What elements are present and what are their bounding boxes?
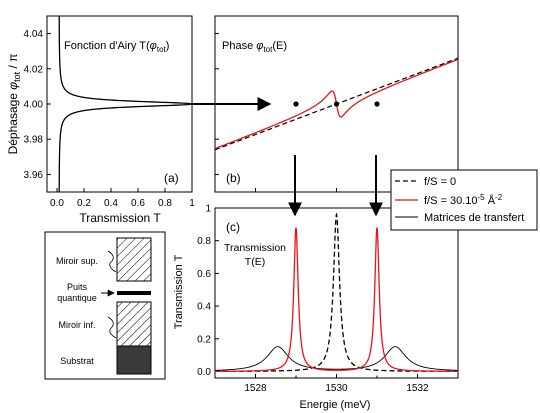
quantum-well-block bbox=[117, 291, 151, 295]
a-xtick-label-0.2: 0.2 bbox=[77, 198, 91, 209]
label-quantum-well-line1: Puits bbox=[66, 282, 88, 292]
transmission-matrices-curve bbox=[215, 347, 458, 371]
a-ytick-label-4.04: 4.04 bbox=[23, 29, 43, 41]
legend bbox=[391, 170, 537, 230]
panel-c-frame bbox=[215, 208, 458, 378]
label-bottom-mirror: Miroir inf. bbox=[58, 320, 96, 330]
panel-a-label: (a) bbox=[164, 171, 179, 185]
legend-label-fs0: f/S = 0 bbox=[424, 176, 457, 188]
a-xtick-label-0.4: 0.4 bbox=[104, 198, 118, 209]
structure-schematic bbox=[45, 232, 165, 379]
label-substrate: Substrat bbox=[60, 356, 94, 366]
a-ytick-label-4.00: 4.00 bbox=[23, 99, 43, 111]
c-ytick-label-1: 1 bbox=[205, 203, 211, 215]
label-quantum-well-line2: quantique bbox=[57, 293, 97, 303]
panel-b-axis-ticks bbox=[215, 34, 418, 192]
c-ytick-label-0.4: 0.4 bbox=[197, 301, 211, 313]
panel-a-ylabel: Déphasage $\varphi_{tot}$ / π bbox=[6, 53, 22, 155]
a-xtick-label-1: 1 bbox=[189, 198, 195, 209]
a-ytick-label-4.02: 4.02 bbox=[23, 64, 43, 76]
a-ytick-label-3.98: 3.98 bbox=[23, 134, 43, 146]
phase-marker-3 bbox=[374, 101, 379, 106]
panel-a-xlabel: Transmission T bbox=[79, 211, 161, 225]
panel-a-title: Fonction d'Airy $T(\varphi_{tot})$ bbox=[64, 40, 170, 54]
c-ytick-label-0.0: 0.0 bbox=[197, 366, 211, 378]
c-ytick-label-0.2: 0.2 bbox=[197, 334, 211, 346]
transmission-fs0-curve bbox=[215, 215, 458, 372]
a-xtick-label-0.0: 0.0 bbox=[50, 198, 64, 209]
bottom-mirror-block bbox=[117, 302, 151, 346]
c-xtick-label-1532: 1532 bbox=[406, 383, 429, 394]
legend-label-fs30: $f/S = 30.10^{-5}$ $Å^{-2}$ bbox=[424, 193, 503, 207]
label-top-mirror: Miroir sup. bbox=[55, 256, 99, 266]
top-mirror-block bbox=[117, 238, 151, 281]
a-ytick-label-3.96: 3.96 bbox=[23, 169, 43, 181]
panel-c-label: (c) bbox=[226, 220, 240, 234]
c-xtick-label-1528: 1528 bbox=[244, 383, 267, 394]
panel-c-curves bbox=[215, 215, 458, 372]
phase-marker-2 bbox=[334, 101, 339, 106]
panel-c bbox=[173, 204, 458, 412]
phase-marker-1 bbox=[293, 101, 298, 106]
c-ytick-label-0.6: 0.6 bbox=[197, 268, 211, 280]
phase-markers bbox=[293, 101, 379, 106]
c-ytick-label-0.8: 0.8 bbox=[197, 236, 211, 248]
substrate-block bbox=[117, 346, 151, 374]
a-xtick-label-0.6: 0.6 bbox=[131, 198, 145, 209]
transmission-annotation-line1: Transmission bbox=[223, 242, 287, 254]
panel-b-label: (b) bbox=[226, 171, 241, 185]
legend-label-matrices: Matrices de transfert bbox=[424, 212, 525, 224]
panel-c-xlabel: Energie (meV) bbox=[299, 399, 371, 411]
transmission-annotation-line2: T(E) bbox=[244, 256, 266, 268]
c-xtick-label-1530: 1530 bbox=[325, 383, 348, 394]
panel-a bbox=[6, 16, 195, 225]
a-xtick-label-0.8: 0.8 bbox=[158, 198, 172, 209]
panel-c-ylabel: Transmission T bbox=[173, 254, 185, 330]
panel-b-title: Phase $\varphi_{tot}(E)$ bbox=[222, 40, 288, 54]
